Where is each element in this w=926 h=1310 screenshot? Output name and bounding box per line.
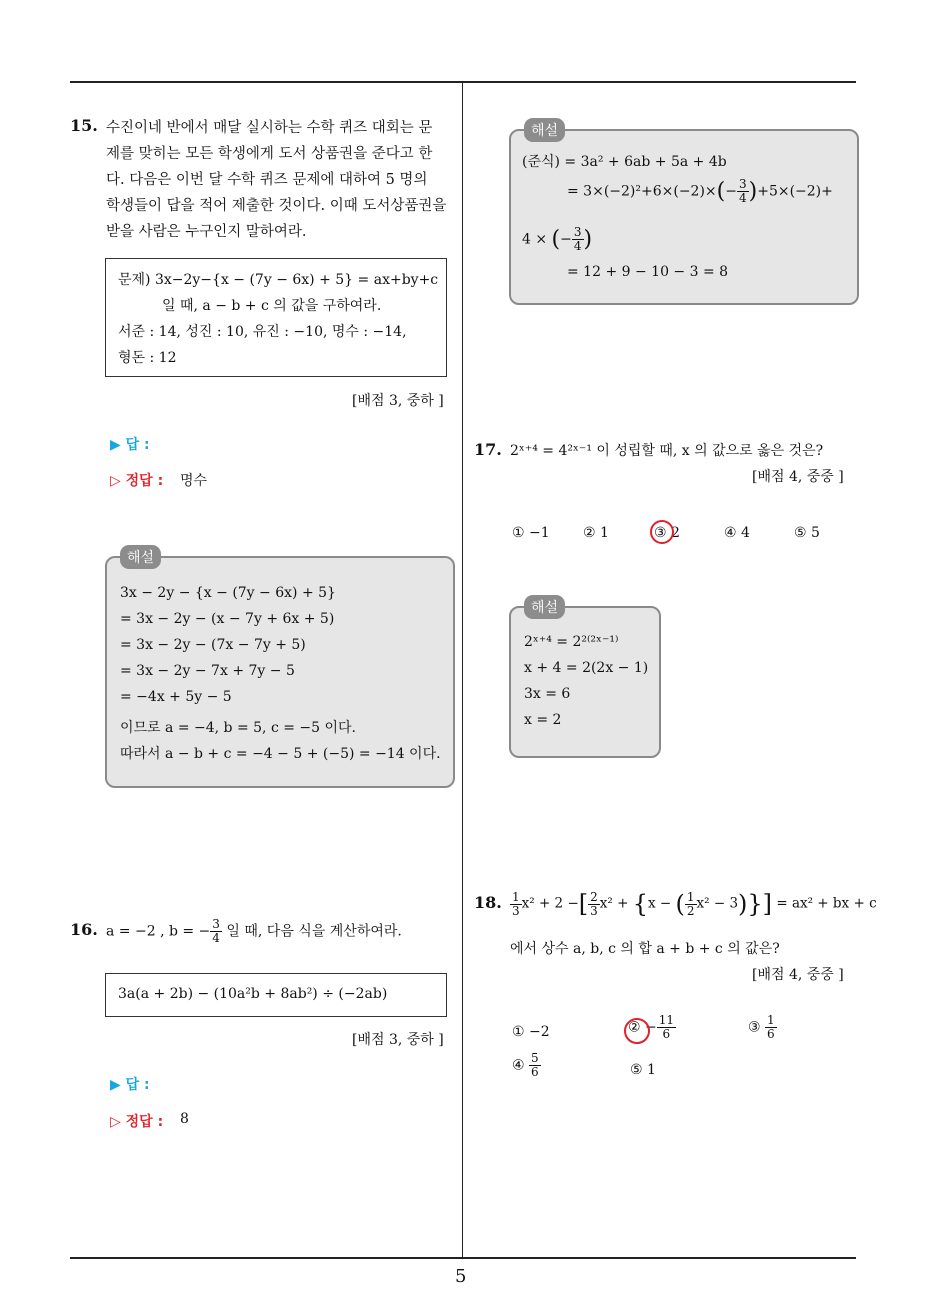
q15-text-line: 수진이네 반에서 매달 실시하는 수학 퀴즈 대회는 문 <box>106 120 433 136</box>
q16-number: 16. <box>70 920 98 939</box>
q18-expression: $\frac{1}{3}$ x² + 2 −[ $\frac{2}{3}$ x² + {x − ( $\frac{1}{2}$ x² − 3)}] = ax² + bx + c <box>512 889 877 918</box>
q16-sol-frac2-d: 4 <box>573 239 582 253</box>
q15-solution-line: = 3x − 2y − (7x − 7y + 5) <box>120 637 306 653</box>
q16-answer-label: ▶ 답 : <box>110 1077 150 1093</box>
q15-box-line: 문제) 3x−2y−{x − (7y − 6x) + 5} = ax+by+c <box>118 272 439 288</box>
q18-score: [배점 4, 중중 ] <box>752 967 844 983</box>
q17-choice-5[interactable]: ⑤ 5 <box>794 525 820 541</box>
q18-choice-2-n: 11 <box>658 1013 675 1027</box>
q18-frac-2-3: $\frac{2}{3}$ <box>590 889 598 918</box>
q18-choice-4-symbol: ④ <box>512 1057 525 1074</box>
q18-choice-5[interactable]: ⑤ 1 <box>630 1062 656 1078</box>
q16-solution-fraction2 <box>572 226 584 253</box>
q15-box-line: 형돈 : 12 <box>118 350 177 366</box>
q16-solution-line2b: +5×(−2)+ <box>757 183 833 200</box>
q18-choice-3-symbol: ③ <box>748 1019 761 1036</box>
q16-solution-fraction <box>737 178 749 205</box>
q16-sol-frac-d: 4 <box>738 191 747 205</box>
q16-solution-tag: 해설 <box>524 118 565 142</box>
q18-text-b: x² + <box>599 895 629 912</box>
q17-solution-tag: 해설 <box>524 595 565 619</box>
q18-choice-3-n: 1 <box>767 1013 775 1027</box>
q18-choice-2-frac <box>657 1014 676 1041</box>
q15-solution-line: = 3x − 2y − (x − 7y + 6x + 5) <box>120 611 335 627</box>
q15-text-line: 받을 사람은 누구인지 말하여라. <box>106 224 307 240</box>
q18-choice-2-d: 6 <box>662 1027 671 1041</box>
q16-solution-line4: = 12 + 9 − 10 − 3 = 8 <box>567 264 729 280</box>
q16-frac-denominator: 4 <box>212 931 220 945</box>
q16-solution-line2a: = 3×(−2)²+6×(−2)× <box>567 183 717 200</box>
bottom-rule <box>70 1257 856 1259</box>
q15-correct-label: ▷ 정답 : <box>110 473 164 489</box>
q15-box-line: 서준 : 14, 성진 : 10, 유진 : −10, 명수 : −14, <box>118 324 407 340</box>
q15-correct-value: 명수 <box>180 473 208 489</box>
q17-score: [배점 4, 중중 ] <box>752 469 844 485</box>
q18-choice-4-frac <box>529 1052 541 1079</box>
q16-text <box>106 918 402 945</box>
q18-line2: 에서 상수 a, b, c 의 합 a + b + c 의 값은? <box>510 941 780 957</box>
q15-text-line: 학생들이 답을 적어 제출한 것이다. 이때 도서상품권을 <box>106 198 447 214</box>
q15-score: [배점 3, 중하 ] <box>352 393 444 409</box>
q18-text-a: x² + 2 − <box>521 895 579 912</box>
q15-solution-line: 이므로 a = −4, b = 5, c = −5 이다. <box>120 720 356 736</box>
q18-choice-4[interactable] <box>512 1052 541 1079</box>
q16-score: [배점 3, 중하 ] <box>352 1032 444 1048</box>
q15-solution-line: 3x − 2y − {x − (7y − 6x) + 5} <box>120 585 336 601</box>
column-divider <box>462 83 463 1258</box>
q17-choice-2[interactable]: ② 1 <box>583 525 609 541</box>
q18-choice-4-n: 5 <box>531 1051 539 1065</box>
q18-choice-3[interactable] <box>748 1014 777 1041</box>
q16-text-prefix: a = −2 , b = − <box>106 923 211 940</box>
q18-frac-1-3: $\frac{1}{3}$ <box>512 889 520 918</box>
q16-solution-line3: 4 × (− $\frac{3}{4}$ ) <box>522 225 593 253</box>
q15-box-line: 일 때, a − b + c 의 값을 구하여라. <box>162 298 382 314</box>
q15-number: 15. <box>70 116 98 135</box>
q17-solution-line: x = 2 <box>524 712 562 728</box>
q15-answer-label: ▶ 답 : <box>110 437 150 453</box>
q17-solution-line: 2ˣ⁺⁴ = 2²⁽²ˣ⁻¹⁾ <box>524 634 619 650</box>
q15-text-line: 제를 맞히는 모든 학생에게 도서 상품권을 준다고 한 <box>106 146 433 162</box>
q18-text-c: x − <box>648 895 672 912</box>
q16-fraction <box>210 918 222 945</box>
q18-correct-circle <box>624 1018 650 1044</box>
q17-solution-line: 3x = 6 <box>524 686 571 702</box>
q16-expression: 3a(a + 2b) − (10a²b + 8ab²) ÷ (−2ab) <box>118 986 388 1002</box>
q15-solution-line: = 3x − 2y − 7x + 7y − 5 <box>120 663 295 679</box>
q16-frac-numerator: 3 <box>212 917 220 931</box>
q17-solution-line: x + 4 = 2(2x − 1) <box>524 660 649 676</box>
page-number: 5 <box>455 1266 467 1287</box>
q15-problem-box <box>105 258 447 377</box>
q17-choice-1[interactable]: ① −1 <box>512 525 550 541</box>
q16-expression-box <box>105 973 447 1017</box>
q18-choice-2-symbol: ② − <box>628 1019 657 1036</box>
q17-correct-circle <box>650 520 674 544</box>
q18-choice-3-frac <box>765 1014 777 1041</box>
q18-number: 18. <box>474 893 502 912</box>
q18-choice-3-d: 6 <box>767 1027 775 1041</box>
q15-text <box>106 115 456 245</box>
q17-solution-box <box>509 606 661 758</box>
q18-frac-1-2: $\frac{1}{2}$ <box>686 889 695 918</box>
q18-text-d: x² − 3 <box>696 895 739 912</box>
q18-choice-1[interactable]: ① −2 <box>512 1024 550 1040</box>
q16-correct-label: ▷ 정답 : <box>110 1114 164 1130</box>
q17-text: 2ˣ⁺⁴ = 4²ˣ⁻¹ 이 성립할 때, x 의 값으로 옳은 것은? <box>510 443 824 459</box>
q17-choice-4[interactable]: ④ 4 <box>724 525 750 541</box>
q18-text-e: = ax² + bx + c <box>776 895 877 912</box>
q15-solution-line: 따라서 a − b + c = −4 − 5 + (−5) = −14 이다. <box>120 746 441 762</box>
q16-text-suffix: 일 때, 다음 식을 계산하여라. <box>226 923 402 940</box>
q16-solution-line3a: 4 × <box>522 231 548 248</box>
top-rule <box>70 81 856 83</box>
q15-solution-line: = −4x + 5y − 5 <box>120 689 232 705</box>
q16-sol-frac-n: 3 <box>738 177 747 191</box>
q15-solution-tag: 해설 <box>120 545 161 569</box>
q17-number: 17. <box>474 440 502 459</box>
q17-choice-3[interactable]: ③ 2 <box>654 525 680 541</box>
q16-solution-line1: (준식) = 3a² + 6ab + 5a + 4b <box>522 154 727 170</box>
q16-sol-frac2-n: 3 <box>573 225 582 239</box>
q16-correct-value: 8 <box>180 1111 189 1127</box>
q18-choice-4-d: 6 <box>531 1065 539 1079</box>
q15-text-line: 다. 다음은 이번 달 수학 퀴즈 문제에 대하여 5 명의 <box>106 172 428 188</box>
q16-solution-line2: = 3×(−2)²+6×(−2)×(− $\frac{3}{4}$ )+5×(−2)+ <box>567 177 833 205</box>
